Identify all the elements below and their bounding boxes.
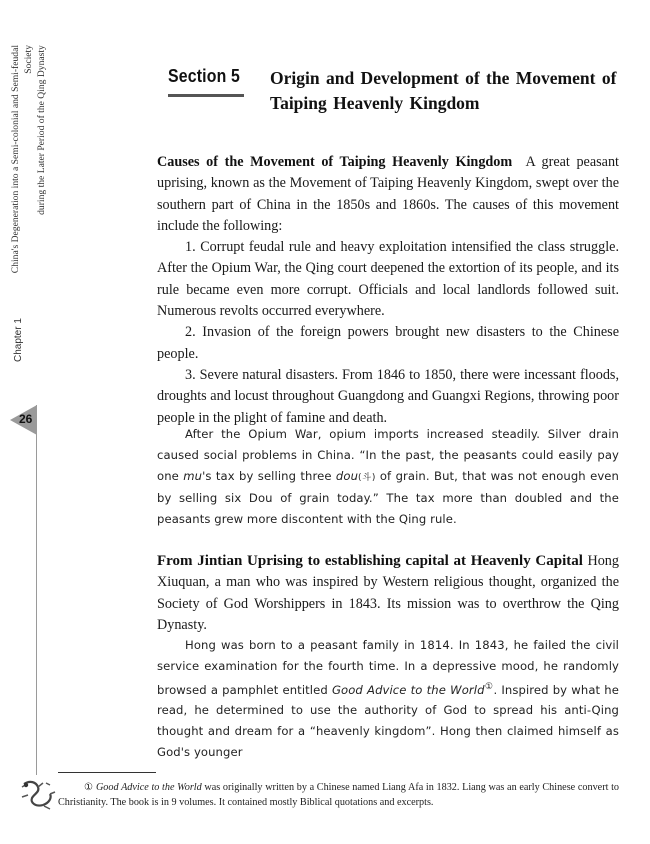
opium-note-part1: After the Opium War, opium imports increased steadily. Silver drain caused social problems in China. “In the past, the peasants could easily pay one bbox=[157, 427, 619, 483]
footnote bbox=[58, 780, 619, 810]
hong-note-text bbox=[157, 635, 619, 763]
opium-note bbox=[157, 424, 619, 530]
term-dou: dou bbox=[335, 468, 359, 483]
jintian-text: Hong Xiuquan, a man who was inspired by Western religious thought, organized the Society of God Worshippers in 1843. Its mission was to overthrow the Qing Dynasty. bbox=[157, 553, 619, 633]
cause-item: 3. Severe natural disasters. From 1846 to 1850, there were incessant floods, droughts and locust throughout Guangdong and Guangxi Regions, throwing poor people in the plight of famine and death. bbox=[157, 366, 619, 426]
hong-note-part2: . Inspired by what he read, he determined to use the authority of God to spread his anti-Qing thought and dream for a “heavenly kingdom”. Hong then claimed himself as God's younger bbox=[157, 682, 619, 759]
causes-heading: Causes of the Movement of Taiping Heavenly Kingdom bbox=[157, 154, 513, 170]
causes-intro-text: A great peasant uprising, known as the Movement of Taiping Heavenly Kingdom, swept over the southern part of China in the 1850s and 1860s. The causes of this movement include the following: bbox=[157, 154, 620, 234]
jintian-block bbox=[157, 551, 619, 636]
footnote-marker: ① bbox=[84, 782, 94, 793]
causes-intro bbox=[157, 152, 619, 237]
running-head-line1: China's Degeneration into a Semi-colonial and Semi-feudal Society bbox=[10, 45, 34, 274]
running-head bbox=[9, 45, 47, 295]
book-title: Good Advice to the World bbox=[331, 682, 485, 697]
running-head-line2: during the Later Period of the Qing Dynasty bbox=[36, 45, 47, 215]
footnote-text bbox=[58, 780, 619, 810]
footnote-reference[interactable]: ① bbox=[484, 681, 494, 692]
dragon-ornament-icon bbox=[16, 778, 58, 812]
jintian-heading: From Jintian Uprising to establishing capital at Heavenly Capital bbox=[157, 553, 583, 569]
page-number-flag bbox=[10, 405, 38, 435]
section-underline bbox=[168, 94, 244, 97]
hong-note bbox=[157, 635, 619, 763]
cause-item: 2. Invasion of the foreign powers brought new disasters to the Chinese people. bbox=[157, 324, 619, 362]
opium-note-text bbox=[157, 424, 619, 530]
footnote-rule bbox=[58, 772, 156, 773]
hong-note-part1: Hong was born to a peasant family in 1814. In 1843, he failed the civil service examination for the fourth time. In a depressive mood, he randomly browsed a pamphlet entitled bbox=[157, 638, 619, 697]
opium-note-part2: 's tax by selling three bbox=[202, 468, 336, 483]
page-number: 26 bbox=[19, 412, 33, 426]
jintian-para bbox=[157, 551, 619, 636]
term-mu: mu bbox=[183, 468, 203, 483]
section-label: Section 5 bbox=[168, 66, 241, 86]
term-dou-char: (斗) bbox=[358, 472, 376, 483]
opium-note-part3: of grain. But, that was not enough even by selling six Dou of grain today.” The tax more than doubled and the peasants grew more discontent with the Qing rule. bbox=[157, 468, 619, 527]
margin-rule bbox=[36, 405, 37, 775]
cause-item: 1. Corrupt feudal rule and heavy exploitation intensified the class struggle. After the Opium War, the Qing court deepened the extortion of its people, and its rule became even more corrupt. Officials and local landlords followed suit. Numerous revolts occurred everywhere. bbox=[157, 239, 619, 320]
footnote-book-title: Good Advice to the World bbox=[95, 782, 202, 793]
causes-block bbox=[157, 152, 619, 429]
section-heading: Origin and Development of the Movement of Taiping Heavenly Kingdom bbox=[270, 68, 617, 113]
footnote-body: was originally written by a Chinese named Liang Afa in 1832. Liang was an early Chinese convert to Christianity. The book is in 9 volumes. It contained mostly Biblical quotations and excerpts. bbox=[58, 782, 620, 808]
chapter-label: Chapter 1 bbox=[13, 318, 24, 362]
